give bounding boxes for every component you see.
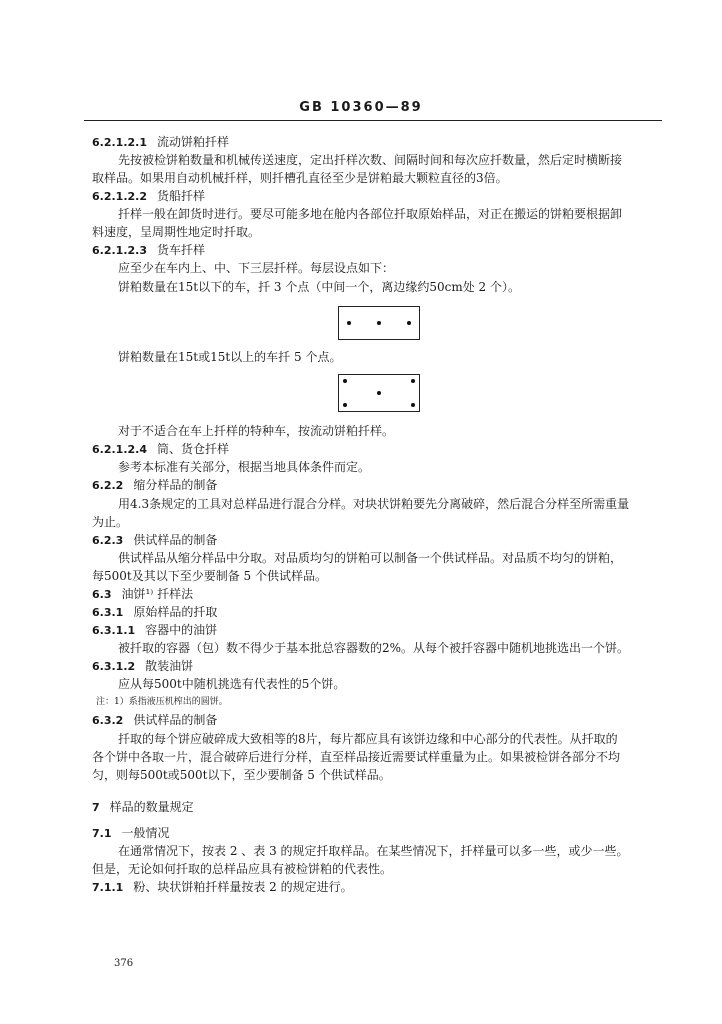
section-heading (92, 586, 193, 603)
section-title: 容器中的油饼 (145, 623, 218, 637)
section-number: 6.2.1.2.2 (92, 190, 147, 203)
section-number: 6.3 (92, 588, 112, 601)
body-line: 扦取的每个饼应破碎成大致相等的8片，每片都应具有该饼边缘和中心部分的代表性。从扦取的 (118, 732, 618, 746)
body-line: 饼粕数量在15t以下的车，扦 3 个点（中间一个，离边缘约50cm处 2 个）。 (118, 280, 520, 294)
section-heading (92, 825, 170, 842)
body-line: 饼粕数量在15t或15t以上的车扦 5 个点。 (118, 350, 342, 364)
section-number: 7.1.1 (92, 881, 124, 894)
section-heading (92, 604, 217, 621)
sampling-point (377, 391, 381, 395)
section-heading (92, 134, 229, 151)
section-number: 6.3.1.2 (92, 660, 136, 673)
footnote: 注：1）系指液压机榨出的圆饼。 (96, 697, 228, 707)
body-line: 匀，则每500t或500t以下，至少要制备 5 个供试样品。 (92, 768, 391, 782)
section-heading (92, 658, 193, 675)
section-title: 货船扦样 (156, 189, 205, 203)
body-line: 对于不适合在车上扦样的特种车，按流动饼粕扦样。 (118, 424, 395, 438)
sampling-point (407, 321, 411, 325)
section-number: 6.3.1 (92, 606, 124, 619)
sampling-point (347, 321, 351, 325)
section-number: 6.3.1.1 (92, 624, 136, 637)
header-rule (84, 120, 662, 121)
body-line: 供试样品从缩分样品中分取。对品质均匀的饼粕可以制备一个供试样品。对品质不均匀的饼粕， (118, 551, 623, 565)
sampling-point (411, 403, 415, 407)
body-line: 各个饼中各取一片，混合破碎后进行分样，直至样品接近需要试样重量为止。如果被检饼各部分不均 (92, 750, 621, 764)
section-number: 6.2.1.2.1 (92, 136, 147, 149)
section-title: 供试样品的制备 (133, 713, 218, 727)
section-title: 筒、货仓扦样 (156, 442, 229, 456)
body-line: 扦样一般在卸货时进行。要尽可能多地在舱内各部位扦取原始样品，对正在搬运的饼粕要根据卸 (118, 207, 623, 221)
section-title: 一般情况 (121, 826, 170, 840)
body-line: 取样品。如果用自动机械扦样，则扦槽孔直径至少是饼粕最大颗粒直径的3倍。 (92, 171, 508, 185)
body-line: 但是，无论如何扦取的总样品应具有被检饼粕的代表性。 (92, 862, 393, 876)
section-title: 流动饼粕扦样 (156, 135, 229, 149)
three-point-sampling-diagram (338, 306, 420, 340)
section-heading (92, 441, 229, 458)
section-heading (92, 188, 205, 205)
body-line: 参考本标准有关部分，根据当地具体条件而定。 (118, 460, 371, 474)
sampling-point (343, 379, 347, 383)
section-heading (92, 712, 217, 729)
section-title: 货车扦样 (156, 243, 205, 257)
body-line: 为止。 (92, 515, 129, 529)
page-number: 376 (114, 958, 134, 969)
section-title: 油饼¹⁾ 扦样法 (121, 587, 194, 601)
section-heading (92, 879, 353, 896)
section-heading (92, 242, 205, 259)
chapter-heading (92, 799, 194, 816)
body-line: 在通常情况下，按表 2 、表 3 的规定扦取样品。在某些情况下，扦样量可以多一些，或少一些。 (118, 844, 629, 858)
section-title: 样品的数量规定 (109, 800, 194, 814)
section-title: 供试样品的制备 (133, 533, 218, 547)
section-title: 缩分样品的制备 (133, 478, 218, 492)
five-point-sampling-diagram (338, 374, 420, 412)
section-number: 6.2.1.2.3 (92, 244, 147, 257)
body-line: 用4.3条规定的工具对总样品进行混合分样。对块状饼粕要先分离破碎，然后混合分样至所需重量 (118, 497, 630, 511)
body-line: 应从每500t中随机挑选有代表性的5个饼。 (118, 677, 346, 691)
section-number: 6.2.3 (92, 534, 124, 547)
section-title: 粉、块状饼粕扦样量按表 2 的规定进行。 (133, 880, 353, 894)
section-title: 原始样品的扦取 (133, 605, 218, 619)
body-line: 先按被检饼粕数量和机械传送速度，定出扦样次数、间隔时间和每次应扦数量，然后定时横断接 (118, 153, 623, 167)
body-line: 被扦取的容器（包）数不得少于基本批总容器数的2%。从每个被扦容器中随机地挑选出一个饼。 (118, 641, 630, 655)
section-number: 6.2.1.2.4 (92, 443, 147, 456)
body-line: 每500t及其以下至少要制备 5 个供试样品。 (92, 569, 327, 583)
section-heading (92, 477, 217, 494)
body-line: 应至少在车内上、中、下三层扦样。每层设点如下： (118, 261, 395, 275)
section-heading (92, 622, 217, 639)
section-number: 7 (92, 801, 100, 814)
sampling-point (411, 379, 415, 383)
sampling-point (343, 403, 347, 407)
section-heading (92, 532, 217, 549)
section-number: 7.1 (92, 827, 112, 840)
body-line: 料速度，呈周期性地定时扦取。 (92, 225, 261, 239)
section-number: 6.3.2 (92, 714, 124, 727)
sampling-point (377, 321, 381, 325)
section-title: 散装油饼 (145, 659, 194, 673)
section-number: 6.2.2 (92, 479, 124, 492)
document-header: GB 10360—89 (299, 100, 423, 115)
